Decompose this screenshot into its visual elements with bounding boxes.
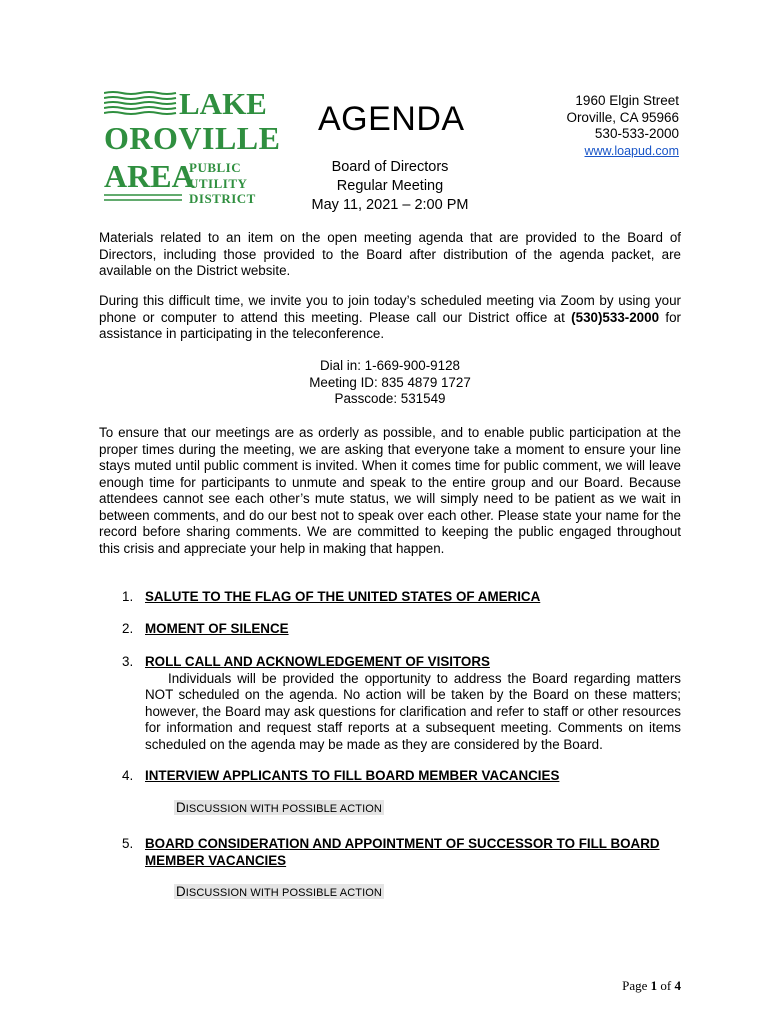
meeting-type: Regular Meeting xyxy=(336,178,444,194)
zoom-text-1: During this difficult time, we invite you to join today’s scheduled meeting via Zoom by using your phone or computer to attend this meeting. Please call our District office at xyxy=(99,293,681,325)
logo-text-public: PUBLIC xyxy=(189,160,242,175)
agenda-item xyxy=(122,836,681,869)
logo-text-oroville: OROVILLE xyxy=(104,120,281,156)
dial-in-info xyxy=(290,358,490,408)
address-phone: 530-533-2000 xyxy=(594,126,679,141)
address-city: Oroville, CA 95966 xyxy=(566,109,679,125)
item-description xyxy=(145,671,681,754)
logo-text-district: DISTRICT xyxy=(189,191,256,206)
item-number: 3. xyxy=(122,654,134,669)
item-title: MOMENT OF SILENCE xyxy=(145,621,289,636)
item-title: INTERVIEW APPLICANTS TO FILL BOARD MEMBER VACANCIES xyxy=(145,768,560,783)
page-title: AGENDA xyxy=(318,100,465,138)
logo-text-lake: LAKE xyxy=(179,86,267,121)
orderly-meeting-paragraph: To ensure that our meetings are as orderly as possible, and to enable public participation at the proper times during the meeting, we are asking that everyone take a moment to ensure your line stays muted until public comment is invited. When it comes time for public comment, we will leave enough time for participants to unmute and speak to the entire group and our Board. Because attendees cannot see each other’s mute status, we will simply need to be patient as we wait in between comments, and do our best not to speak over each other. Please state your name for the record before sharing comments. We are committed to keeping the public engaged throughout this crisis and appreciate your help in making that happen. xyxy=(99,425,681,556)
district-address xyxy=(566,93,679,159)
zoom-paragraph xyxy=(99,293,681,343)
action-note: DISCUSSION WITH POSSIBLE ACTION xyxy=(176,800,382,815)
item-number: 4. xyxy=(122,768,134,783)
agenda-item xyxy=(122,589,681,606)
district-logo xyxy=(104,86,281,208)
logo-underline-icon xyxy=(104,193,182,205)
page-number: Page 1 of 4 xyxy=(622,978,681,993)
logo-text-area: AREA xyxy=(104,158,195,194)
zoom-text-2: for assistance in participating in the teleconference. xyxy=(99,309,681,341)
item-description-text: Individuals will be provided the opportunity to address the Board regarding matters NOT scheduled on the agenda. No action will be taken by the Board on these matters; however, the Board may ask questions for clarification and refer to staff or other resources for information and request staff reports at a subsequent meeting. Comments on items scheduled on the agenda may be made as they are considered by the Board. xyxy=(145,670,681,752)
item-title: ROLL CALL AND ACKNOWLEDGEMENT OF VISITORS xyxy=(145,654,490,669)
item-title: SALUTE TO THE FLAG OF THE UNITED STATES OF AMERICA xyxy=(145,589,541,604)
district-phone-bold: (530)533-2000 xyxy=(571,309,660,325)
item-title: BOARD CONSIDERATION AND APPOINTMENT OF SUCCESSOR TO FILL BOARD MEMBER VACANCIES xyxy=(145,836,660,868)
meeting-info xyxy=(290,158,490,215)
agenda-item xyxy=(122,621,681,638)
item-number: 2. xyxy=(122,621,134,636)
meeting-body: Board of Directors xyxy=(331,159,449,175)
website-link[interactable]: www.loapud.com xyxy=(584,143,679,158)
logo-text-utility: UTILITY xyxy=(189,176,248,191)
meeting-datetime: May 11, 2021 – 2:00 PM xyxy=(311,197,469,213)
action-note: DISCUSSION WITH POSSIBLE ACTION xyxy=(176,884,382,899)
address-street: 1960 Elgin Street xyxy=(575,93,679,108)
passcode: Passcode: 531549 xyxy=(334,391,446,406)
agenda-item xyxy=(122,654,681,753)
dial-in-number: Dial in: 1-669-900-9128 xyxy=(320,358,460,373)
agenda-item xyxy=(122,768,681,785)
materials-paragraph: Materials related to an item on the open meeting agenda that are provided to the Board of Directors, including those provided to the Board after distribution of the agenda packet, are available on the District website. xyxy=(99,230,681,278)
meeting-id: Meeting ID: 835 4879 1727 xyxy=(309,374,471,390)
item-number: 5. xyxy=(122,836,134,851)
item-number: 1. xyxy=(122,589,134,604)
